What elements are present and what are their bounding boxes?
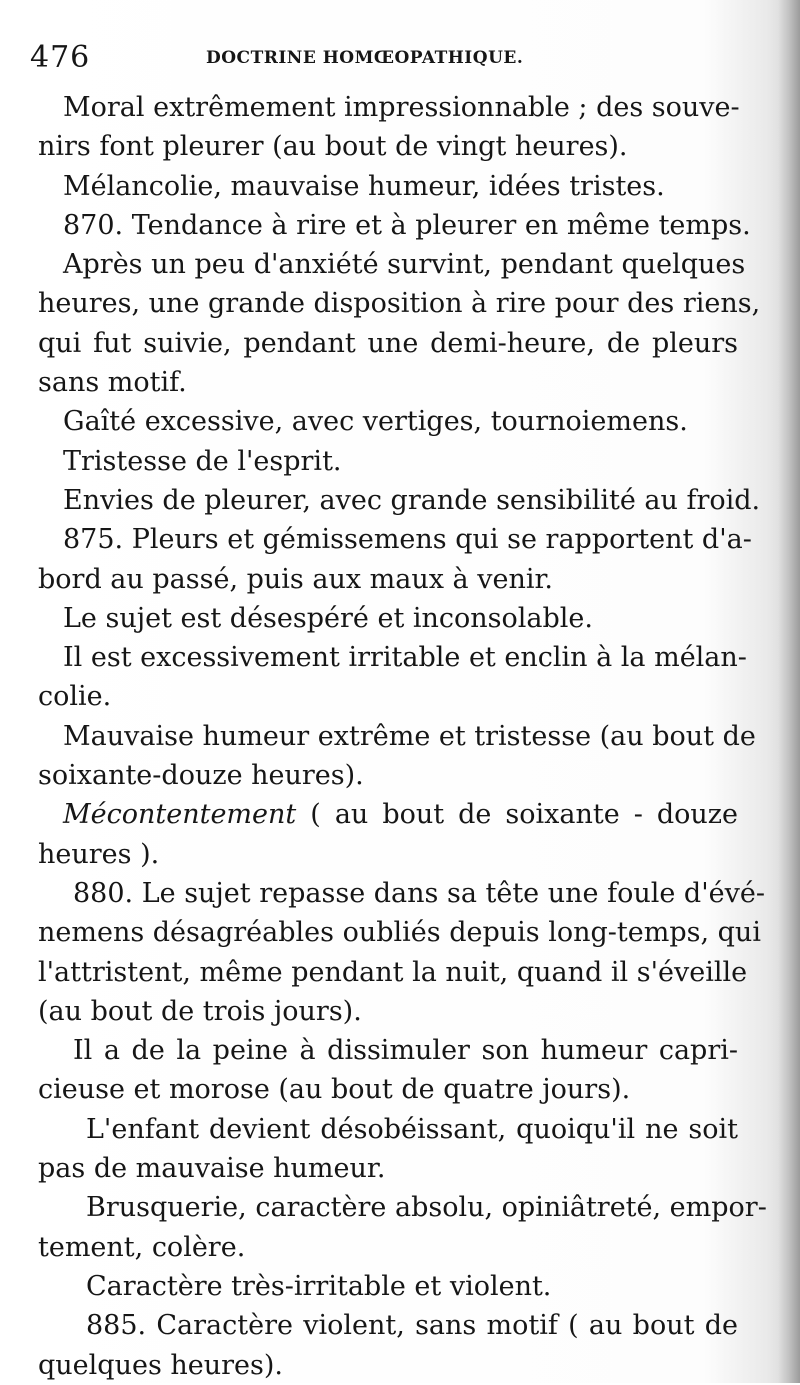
text-line: l'attristent, même pendant la nuit, quand il s'éveille xyxy=(38,956,748,988)
page-number: 476 xyxy=(30,40,91,75)
text-line: Mauvaise humeur extrême et tristesse (au bout de xyxy=(63,720,756,752)
italic-term: Mécontentement xyxy=(63,799,297,831)
text-line: heures ). xyxy=(38,838,160,870)
text-line: Le sujet est désespéré et inconsolable. xyxy=(63,602,593,634)
text-line: Gaîté excessive, avec vertiges, tournoiemens. xyxy=(63,406,688,438)
text-line: nirs font pleurer (au bout de vingt heures). xyxy=(38,131,628,163)
text-line: tement, colère. xyxy=(38,1231,246,1263)
text-line: 870. Tendance à rire et à pleurer en même temps. xyxy=(63,209,751,241)
page-header xyxy=(30,40,590,80)
text-line: soixante-douze heures). xyxy=(38,760,364,792)
running-title: DOCTRINE HOMŒOPATHIQUE. xyxy=(206,48,524,68)
page-edge-shadow xyxy=(778,0,800,1383)
text-line: Caractère très-irritable et violent. xyxy=(86,1270,552,1302)
text-line: Mélancolie, mauvaise humeur, idées tristes. xyxy=(63,170,665,202)
text-line: nemens désagréables oubliés depuis long-temps, qui xyxy=(38,917,761,949)
text-line: bord au passé, puis aux maux à venir. xyxy=(38,563,554,595)
text-fragment: ( au bout de soixante - douze xyxy=(310,799,738,831)
text-line: pas de mauvaise humeur. xyxy=(38,1153,386,1185)
text-line: qui fut suivie, pendant une demi-heure, de pleurs xyxy=(38,327,738,359)
text-line: Tristesse de l'esprit. xyxy=(63,445,342,477)
text-line: Il est excessivement irritable et enclin à la mélan- xyxy=(63,642,747,674)
text-line: Moral extrêmement impressionnable ; des souve- xyxy=(63,92,740,123)
text-line: cieuse et morose (au bout de quatre jours). xyxy=(38,1074,631,1106)
text-line: Brusquerie, caractère absolu, opiniâtreté, empor- xyxy=(86,1192,767,1224)
text-line: Il a de la peine à dissimuler son humeur capri- xyxy=(73,1035,738,1067)
text-line: heures, une grande disposition à rire pour des riens, xyxy=(38,288,761,320)
text-line: Envies de pleurer, avec grande sensibilité au froid. xyxy=(63,484,761,516)
text-line: colie. xyxy=(38,681,112,713)
text-line: quelques heures). xyxy=(38,1349,283,1381)
text-line: 885. Caractère violent, sans motif ( au bout de xyxy=(86,1310,738,1342)
text-line: 875. Pleurs et gémissemens qui se rapportent d'a- xyxy=(63,524,752,556)
text-line: L'enfant devient désobéissant, quoiqu'il ne soit xyxy=(86,1113,738,1145)
text-line: (au bout de trois jours). xyxy=(38,995,362,1027)
text-line-mixed xyxy=(63,795,738,834)
body-text xyxy=(38,88,767,1385)
text-line: Après un peu d'anxiété survint, pendant quelques xyxy=(63,249,746,281)
text-line: 880. Le sujet repasse dans sa tête une foule d'évé- xyxy=(73,877,765,909)
text-line: sans motif. xyxy=(38,367,187,399)
